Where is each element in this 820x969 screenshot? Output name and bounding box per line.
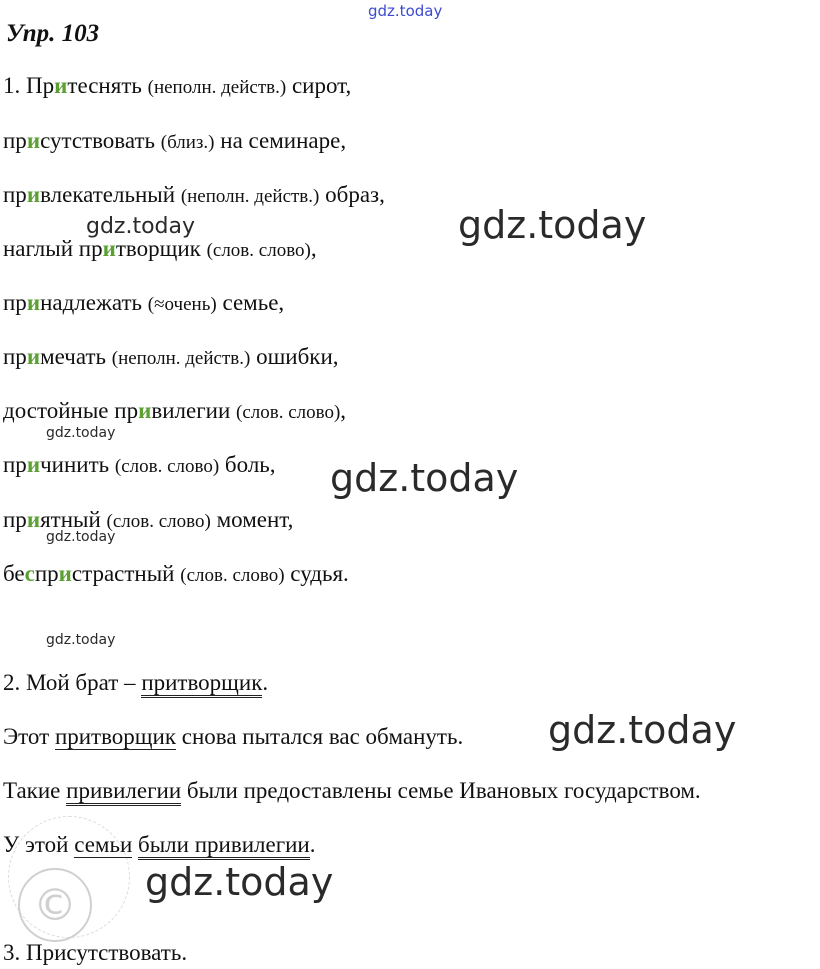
- highlight-letter: и: [54, 73, 68, 98]
- highlight-letter: и: [138, 398, 152, 423]
- part-1-line-last: [3, 561, 349, 587]
- highlight-letter: и: [26, 344, 41, 369]
- word-text: наглый пр: [3, 236, 103, 261]
- note: (слов. слово): [180, 565, 285, 586]
- word-text: ятный: [40, 507, 107, 532]
- note: (неполн. действ.): [180, 186, 320, 207]
- sentence-text: .: [309, 832, 316, 857]
- underlined-word: притворщик: [141, 670, 262, 698]
- sentence-text: .: [262, 670, 269, 695]
- highlight-letter: и: [26, 507, 41, 532]
- highlight-letter: с: [24, 561, 35, 586]
- word-text: ,: [310, 236, 317, 261]
- sentence-text: Такие: [3, 778, 67, 803]
- underlined-word: притворщик: [54, 724, 177, 749]
- note: (слов. слово): [114, 456, 220, 477]
- part-2-sentence-2: [3, 724, 463, 750]
- note: (слов. слово): [106, 511, 211, 532]
- part-1-line: [3, 398, 346, 424]
- part-2-sentence-4: [3, 832, 316, 858]
- part-1-line: [3, 73, 351, 99]
- sentence-text: 2. Мой брат –: [3, 670, 142, 695]
- part-2-sentence-1: [3, 670, 268, 696]
- note: (≈очень): [147, 294, 217, 315]
- sentence-text: У этой: [3, 832, 75, 857]
- sentence-text: Этот: [3, 724, 55, 749]
- watermark-big: gdz.today: [330, 456, 519, 500]
- watermark-small: gdz.today: [46, 529, 116, 545]
- word-text: пр: [34, 561, 59, 586]
- word-text: сутствовать: [40, 128, 161, 153]
- word-text: теснять: [67, 73, 148, 98]
- word-text: достойные пр: [3, 398, 139, 423]
- word-text: пр: [3, 290, 27, 315]
- word-text: пр: [3, 452, 27, 477]
- part-1-line: [3, 290, 284, 316]
- highlight-letter: и: [26, 290, 41, 315]
- word-text: вилегии: [151, 398, 236, 423]
- note: (неполн. действ.): [147, 77, 287, 98]
- word-text: сирот,: [286, 73, 352, 98]
- highlight-letter: и: [26, 452, 41, 477]
- watermark-small: gdz.today: [46, 632, 116, 648]
- word-text: надлежать: [40, 290, 148, 315]
- word-text: творщик: [115, 236, 207, 261]
- watermark-mid: gdz.today: [86, 214, 196, 239]
- word-text: чинить: [40, 452, 115, 477]
- sentence-text: были предоставлены семье Ивановых государством.: [181, 778, 701, 803]
- word-text: пр: [3, 182, 27, 207]
- word-text: страстный: [71, 561, 181, 586]
- watermark-top: gdz.today: [368, 2, 443, 20]
- exercise-title: Упр. 103: [6, 20, 100, 47]
- underlined-word: были привилегии: [138, 832, 310, 860]
- word-text: 1.: [3, 73, 26, 98]
- part-1-line: [3, 236, 317, 262]
- watermark-big: gdz.today: [145, 860, 334, 904]
- word-text: ошибки,: [250, 344, 339, 369]
- word-text: бе: [3, 561, 25, 586]
- note: (слов. слово): [236, 402, 341, 423]
- note: (близ.): [160, 132, 215, 153]
- watermark-big: gdz.today: [548, 708, 737, 752]
- word-text: образ,: [319, 182, 385, 207]
- word-text: ,: [340, 398, 347, 423]
- word-text: на семинаре,: [214, 128, 347, 153]
- part-1-line: [3, 452, 276, 478]
- note: (неполн. действ.): [111, 348, 251, 369]
- part-2-sentence-3: [3, 778, 701, 804]
- part-1-line: [3, 507, 293, 533]
- underlined-word: семьи: [74, 832, 133, 857]
- word-text: судья.: [284, 561, 349, 586]
- underlined-word: привилегии: [66, 778, 181, 806]
- word-text: семье,: [216, 290, 285, 315]
- highlight-letter: и: [58, 561, 72, 586]
- watermark-big: gdz.today: [458, 203, 647, 247]
- part-1-line: [3, 182, 385, 208]
- word-text: влекательный: [40, 182, 181, 207]
- sentence-text: снова пытался вас обмануть.: [176, 724, 464, 749]
- part-1-line: [3, 128, 346, 154]
- word-text: момент,: [210, 507, 294, 532]
- word-text: Пр: [26, 73, 55, 98]
- part-3-heading: 3. Присутствовать.: [3, 940, 188, 965]
- word-text: пр: [3, 507, 27, 532]
- watermark-small: gdz.today: [46, 425, 116, 441]
- note: (слов. слово): [206, 240, 311, 261]
- copyright-seal-icon: ©: [18, 868, 92, 942]
- part-1-line: [3, 344, 339, 370]
- highlight-letter: и: [26, 128, 41, 153]
- word-text: пр: [3, 128, 27, 153]
- word-text: боль,: [219, 452, 276, 477]
- highlight-letter: и: [102, 236, 116, 261]
- word-text: мечать: [40, 344, 112, 369]
- highlight-letter: и: [26, 182, 41, 207]
- word-text: пр: [3, 344, 27, 369]
